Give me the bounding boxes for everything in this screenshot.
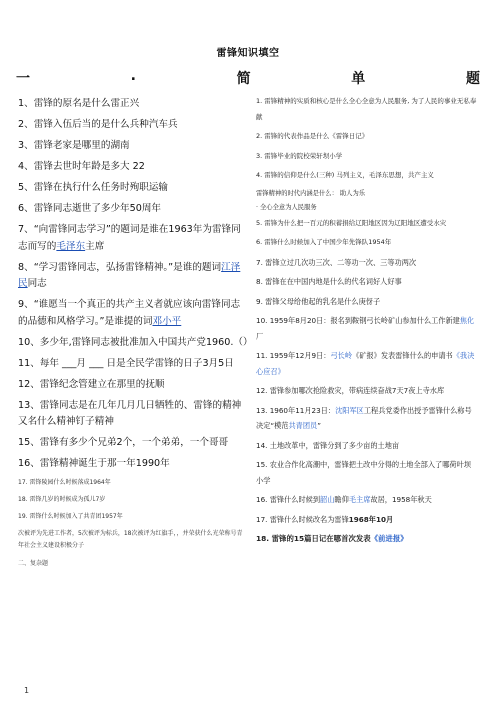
mao-zedong-link[interactable]: 毛泽东 — [56, 240, 86, 252]
answer-item: 5. 雷锋为什么把一百元的积蓄捐给辽阳地区因为辽阳地区遭受水灾 — [256, 218, 447, 227]
answer-text: 瞻仰 — [334, 495, 349, 504]
answer-text: 故居，1958年秋天 — [370, 495, 432, 504]
question-item — [18, 260, 248, 293]
answer-item: 1. 雷锋精神的实质和核心是什么全心全意为人民服务, 为了人民的事业无私奉献 — [256, 97, 477, 121]
question-text: 9、“谁愿当一个真正的共产主义者就应该向雷锋同志的品德和风格学习。”是谁提的词 — [18, 299, 241, 327]
question-item: 18. 雷锋几岁的时候成为孤儿7岁 — [18, 496, 106, 503]
answer-text: 13. 1960年11月23日： — [256, 405, 336, 415]
question-item: 16、雷锋精神诞生于那一年1990年 — [18, 458, 170, 469]
answer-item — [256, 313, 478, 344]
question-item — [18, 297, 248, 330]
question-item: 6、雷锋同志逝世了多少年50周年 — [18, 203, 162, 214]
answer-text: 工程兵党委作出授予雷锋什么称号决定“模范 — [256, 405, 472, 430]
answer-item: 9. 雷锋父母给他起的乳名是什么庚伢子 — [256, 296, 381, 306]
answer-item: 4. 雷锋的信仰是什么(三种) 马列主义，毛泽东思想，共产主义 — [256, 171, 434, 179]
question-item: 3、雷锋老家是哪里的湖南 — [18, 140, 130, 151]
application-letter-link[interactable]: 《我决心应召》 — [256, 351, 475, 376]
question-item: 1、雷锋的原名是什么雷正兴 — [18, 98, 140, 109]
qianjin-bao-link[interactable]: 《前进报》 — [370, 534, 408, 543]
answer-item — [256, 348, 478, 379]
question-item: 13、雷锋同志是在几年几月几日牺牲的、雷锋的精神又名什么精神钉子精神 — [18, 399, 242, 427]
document-title: 雷锋知识填空 — [216, 48, 280, 59]
page-number: 1 — [24, 686, 30, 695]
answer-item: · 全心全意为人民服务 — [256, 203, 317, 211]
section-heading-part: 题 — [465, 71, 480, 87]
section-heading-part: 一 — [16, 71, 30, 87]
answer-item: 3. 雷锋毕业的院校荣轩坝小学 — [256, 151, 343, 160]
answer-text: 17. 雷锋什么时候改名为雷锋 — [256, 514, 349, 524]
answer-text: 11. 1959年12月9日： — [256, 351, 331, 360]
question-item: 15、雷锋有多少个兄弟2个，一个弟弟，一个哥哥 — [18, 437, 229, 448]
answer-item: 2. 雷锋的代表作品是什么《雷锋日记》 — [256, 132, 369, 140]
answer-text: 18. 雷锋的15篇日记在哪首次发表 — [256, 534, 371, 543]
right-column — [256, 94, 478, 551]
coking-link[interactable]: 焦化 — [459, 316, 475, 325]
answer-item: 8. 雷锋在在中国内地是什么的代名词好人好事 — [256, 277, 402, 286]
answer-item — [256, 531, 478, 547]
answer-bold: 1968年10月 — [348, 514, 394, 524]
part-two-heading: 二、复杂题 — [18, 560, 49, 567]
question-item: 19. 雷锋什么时候加入了共青团1957年 — [18, 513, 123, 520]
answer-item: 14. 土地改革中，雷锋分到了多少亩的土地亩 — [256, 440, 400, 450]
deng-xiaoping-link[interactable]: 邓小平 — [152, 315, 182, 327]
answer-item — [256, 512, 478, 528]
answer-item: 雷锋精神的时代内涵是什么： 助人为乐 — [256, 189, 366, 197]
answer-item: 7. 雷锋立过几次功三次、二等功一次、三等功两次 — [256, 257, 417, 267]
question-item: 5、雷锋在执行什么任务时殉职运输 — [18, 182, 169, 193]
question-item: 2、雷锋入伍后当的是什么兵种汽车兵 — [18, 119, 178, 130]
answer-text: 16. 雷锋什么时候到 — [256, 495, 321, 504]
answer-item: 12. 雷锋参加哪次抢险救灾，带病连续奋战7天7夜上寺水库 — [256, 386, 445, 395]
answer-text: 10. 1959年8月20日：报名到鞍钢弓长岭矿山参加什么工作新建 — [256, 316, 460, 325]
answer-text: 厂 — [256, 331, 264, 341]
answer-item: 15. 农业合作化高潮中，雷锋把土改中分得的土地全部入了哪荷叶坝小学 — [256, 460, 471, 485]
question-item — [18, 222, 248, 255]
question-item: 10、多少年,雷锋同志被批准加入中国共产党1960.（） — [18, 336, 253, 348]
answer-item — [256, 403, 478, 434]
jiang-zemin-link[interactable]: 江泽民 — [18, 261, 241, 289]
question-item: 11、每年 ___月 ___ 日是全民学雷锋的日子3月5日 — [18, 357, 234, 369]
left-column — [18, 96, 253, 575]
question-item: 17. 雷锋陵园什么时候落成1964年 — [18, 479, 111, 486]
question-text: 8、“学习雷锋同志，弘扬雷锋精神。”是谁的题词 — [18, 261, 222, 273]
section-heading — [16, 68, 480, 90]
section-heading-part: 简 — [236, 71, 251, 87]
answer-item: 6. 雷锋什么时候加入了中国少年先锋队1954年 — [256, 238, 392, 246]
question-item: 次被评为先进工作者，5次被评为标兵，18次被评为红旗手，，并荣获什么光荣称号青年社会主义建设积极分子 — [18, 530, 243, 549]
section-heading-part: . — [130, 68, 136, 84]
question-text: 主席 — [85, 240, 105, 252]
chairman-mao-link[interactable]: 毛主席 — [348, 495, 371, 504]
answer-text: 《矿报》发表雷锋什么的申请书 — [352, 351, 453, 360]
question-item: 12、雷锋纪念管建立在那里的抚顺 — [18, 378, 165, 390]
question-text: 7、“向雷锋同志学习”的题词是谁在1963年为雷锋同志而写的 — [18, 224, 241, 252]
youth-league-link[interactable]: 共青团员 — [288, 421, 318, 430]
section-heading-part: 单 — [351, 71, 366, 87]
shaoshan-link[interactable]: 韶山 — [320, 495, 335, 504]
shenyang-military-link[interactable]: 沈阳军区 — [335, 405, 364, 415]
question-item: 4、雷锋去世时年龄是多大 22 — [18, 161, 145, 172]
answer-item — [256, 492, 478, 508]
question-text: 同志 — [27, 278, 47, 289]
answer-text: ” — [317, 421, 321, 430]
gongchangling-link[interactable]: 弓长岭 — [330, 351, 353, 360]
